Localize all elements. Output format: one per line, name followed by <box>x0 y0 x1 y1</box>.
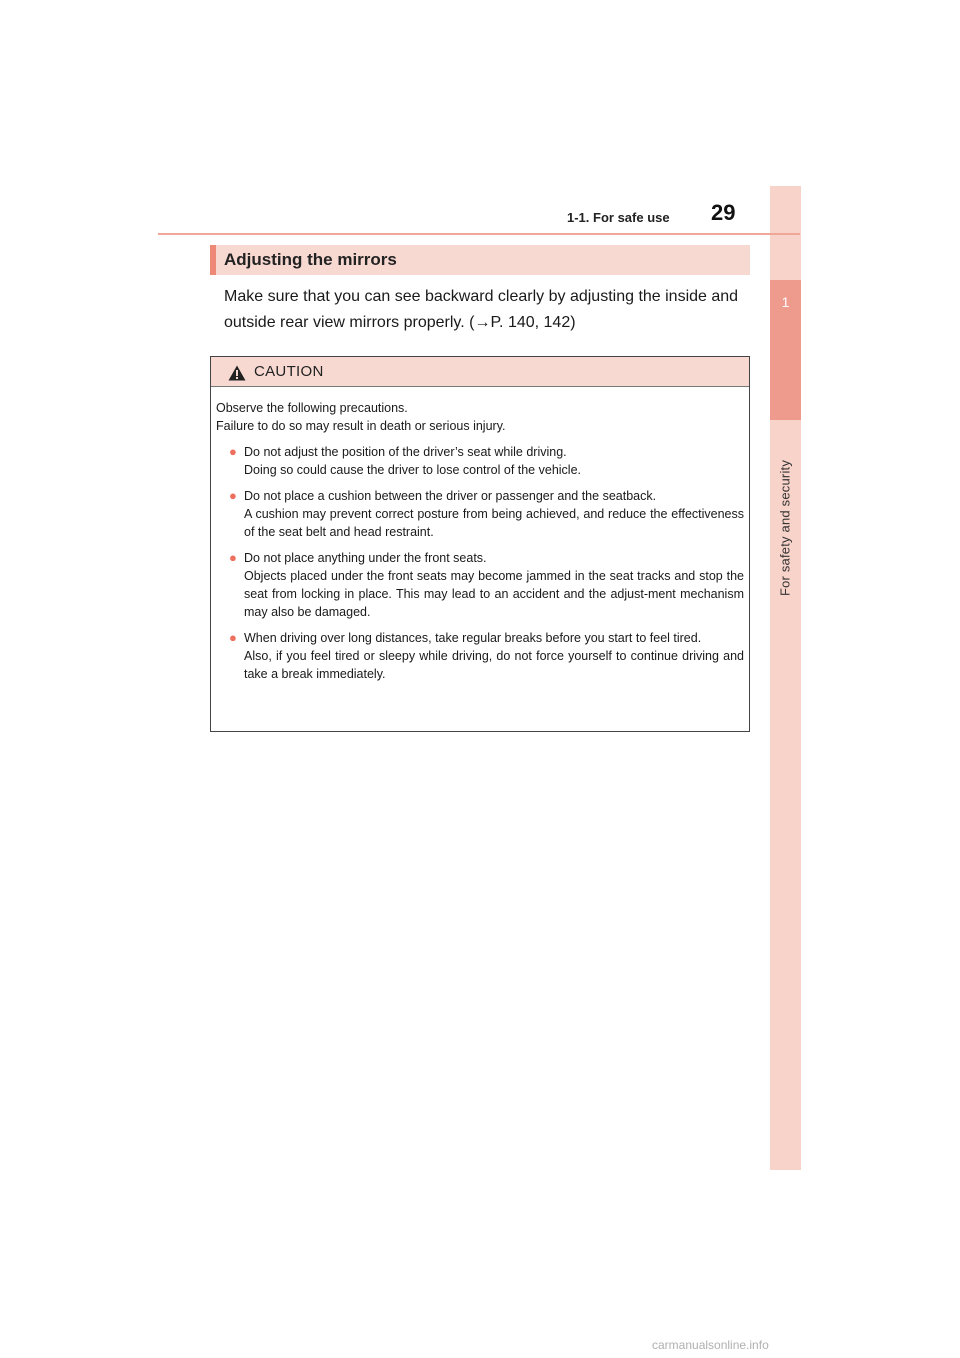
caution-item-detail: Objects placed under the front seats may become jammed in the seat tracks and stop the seat from locking in place. This may lead to an accident and the adjust-ment mechanism may also be damaged. <box>244 569 744 619</box>
caution-item-lead: Do not place anything under the front seats. <box>244 551 487 565</box>
bullet-icon: ● <box>229 550 237 565</box>
caution-item <box>216 443 744 479</box>
caution-item-detail: A cushion may prevent correct posture from being achieved, and reduce the effectiveness of the seat belt and head restraint. <box>244 507 744 539</box>
chapter-label: For safety and security <box>777 459 793 597</box>
running-header-section: 1-1. For safe use <box>567 210 670 225</box>
caution-header <box>211 357 749 387</box>
caution-preamble <box>216 399 744 435</box>
header-rule <box>158 233 800 235</box>
caution-body <box>216 399 744 691</box>
bullet-icon: ● <box>229 630 237 645</box>
chapter-number-tab <box>770 280 801 420</box>
caution-list <box>216 443 744 683</box>
caution-item-lead: Do not place a cushion between the driver or passenger and the seatback. <box>244 489 657 503</box>
caution-item-lead: Do not adjust the position of the driver’s seat while driving. <box>244 445 567 459</box>
warning-triangle-icon <box>228 365 246 381</box>
caution-item <box>216 549 744 621</box>
caution-item-detail: Doing so could cause the driver to lose control of the vehicle. <box>244 463 581 477</box>
intro-paragraph: Make sure that you can see backward clearly by adjusting the inside and outside rear view mirrors properly. (→P. 140, 142) <box>224 288 739 331</box>
caution-item <box>216 629 744 683</box>
caution-preamble-line: Failure to do so may result in death or serious injury. <box>216 419 506 433</box>
caution-title: CAUTION <box>254 363 324 380</box>
caution-box <box>210 356 750 732</box>
bullet-icon: ● <box>229 488 237 503</box>
section-heading-bar <box>210 245 750 275</box>
footer-watermark: carmanualsonline.info <box>652 1338 769 1352</box>
bullet-icon: ● <box>229 444 237 459</box>
chapter-number: 1 <box>781 294 790 310</box>
caution-item-lead: When driving over long distances, take regular breaks before you start to feel tired. <box>244 631 702 645</box>
caution-item-detail: Also, if you feel tired or sleepy while driving, do not force yourself to continue driving and take a break immediately. <box>244 649 744 681</box>
section-heading: Adjusting the mirrors <box>224 250 397 269</box>
caution-item <box>216 487 744 541</box>
caution-preamble-line: Observe the following precautions. <box>216 401 408 415</box>
page-number: 29 <box>711 200 736 225</box>
